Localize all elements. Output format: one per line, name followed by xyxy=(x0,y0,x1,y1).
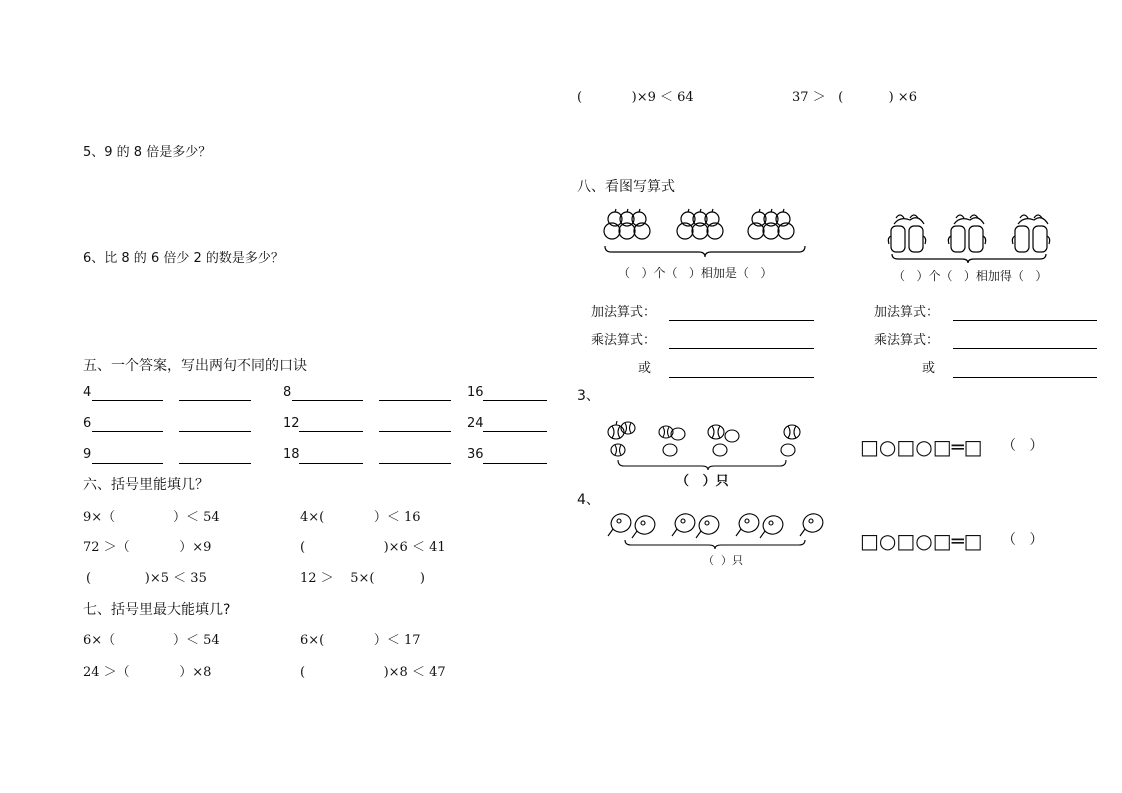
fill-item[interactable]: ( )×9 ＜ 64 xyxy=(577,90,694,105)
apples-caption: （ ）个（ ）相加是（ ） xyxy=(618,266,773,280)
answer-number: 12 xyxy=(283,416,300,431)
multiplication-answer-line[interactable] xyxy=(953,348,1097,349)
multiplication-label: 乘法算式： xyxy=(874,333,940,348)
answer-number: 16 xyxy=(467,385,484,400)
addition-answer-line[interactable] xyxy=(669,320,814,321)
question-4-number: 4、 xyxy=(577,492,600,508)
equation-shapes[interactable]: □○□○□═□ xyxy=(860,435,983,459)
answer-blank[interactable] xyxy=(379,463,451,464)
pumpkins-image xyxy=(606,420,812,470)
fill-item[interactable]: 24 ＞（ ）×8 xyxy=(83,665,212,680)
section-5-title: 五、一个答案，写出两句不同的口诀 xyxy=(83,358,307,374)
mittens-caption: （ ）个（ ）相加得（ ） xyxy=(893,269,1048,283)
mittens-image xyxy=(888,210,1060,262)
or-label: 或 xyxy=(638,361,652,376)
paddles-caption: （ ）只 xyxy=(703,554,743,567)
answer-blank[interactable] xyxy=(292,400,363,401)
answer-number: 18 xyxy=(283,447,300,462)
answer-blank[interactable] xyxy=(179,400,251,401)
fill-item[interactable]: 9×（ ）＜ 54 xyxy=(83,510,220,525)
multiplication-answer-line[interactable] xyxy=(953,377,1097,378)
answer-blank[interactable] xyxy=(483,400,547,401)
addition-answer-line[interactable] xyxy=(953,320,1097,321)
section-6-title: 六、括号里能填几？ xyxy=(83,477,209,493)
question-6: 6、比 8 的 6 倍少 2 的数是多少？ xyxy=(83,251,284,266)
fill-item[interactable]: 4×( ）＜ 16 xyxy=(300,510,421,525)
answer-number: 24 xyxy=(467,416,484,431)
answer-blank[interactable] xyxy=(299,463,363,464)
equation-answer-paren[interactable]: （ ） xyxy=(1002,532,1044,548)
fill-item[interactable]: ( )×5 ＜ 35 xyxy=(86,571,207,586)
fill-item[interactable]: 12 ＞ 5×( ) xyxy=(300,571,425,586)
answer-blank[interactable] xyxy=(379,431,451,432)
answer-blank[interactable] xyxy=(379,400,451,401)
answer-blank[interactable] xyxy=(92,431,163,432)
answer-blank[interactable] xyxy=(179,463,251,464)
answer-number: 4 xyxy=(83,385,92,400)
answer-number: 36 xyxy=(467,447,484,462)
question-5: 5、9 的 8 倍是多少？ xyxy=(83,145,212,160)
answer-blank[interactable] xyxy=(483,463,547,464)
equation-shapes[interactable]: □○□○□═□ xyxy=(860,529,983,553)
fill-item[interactable]: 72 ＞（ ）×9 xyxy=(83,540,212,555)
addition-label: 加法算式： xyxy=(591,305,657,320)
answer-number: 8 xyxy=(283,385,292,400)
multiplication-answer-line[interactable] xyxy=(669,377,814,378)
multiplication-answer-line[interactable] xyxy=(669,348,814,349)
answer-blank[interactable] xyxy=(299,431,363,432)
answer-number: 6 xyxy=(83,416,92,431)
fill-item[interactable]: ( )×6 ＜ 41 xyxy=(300,540,446,555)
answer-number: 9 xyxy=(83,447,92,462)
section-8-title: 八、看图写算式 xyxy=(577,179,675,195)
answer-blank[interactable] xyxy=(483,431,547,432)
paddles-image xyxy=(607,513,835,555)
fill-item[interactable]: ( )×8 ＜ 47 xyxy=(300,665,446,680)
pumpkins-caption: （ ）只 xyxy=(676,474,729,489)
fill-item[interactable]: 6×（ ）＜ 54 xyxy=(83,633,220,648)
answer-blank[interactable] xyxy=(179,431,251,432)
or-label: 或 xyxy=(922,361,936,376)
multiplication-label: 乘法算式： xyxy=(591,333,657,348)
section-7-title: 七、括号里最大能填几? xyxy=(83,602,231,618)
answer-blank[interactable] xyxy=(92,400,163,401)
apples-image xyxy=(603,208,809,256)
fill-item[interactable]: 37 ＞ ( ) ×6 xyxy=(792,90,917,105)
equation-answer-paren[interactable]: （ ） xyxy=(1002,438,1044,454)
addition-label: 加法算式： xyxy=(874,305,940,320)
question-3-number: 3、 xyxy=(577,388,600,404)
answer-blank[interactable] xyxy=(92,463,163,464)
fill-item[interactable]: 6×( ）＜ 17 xyxy=(300,633,421,648)
